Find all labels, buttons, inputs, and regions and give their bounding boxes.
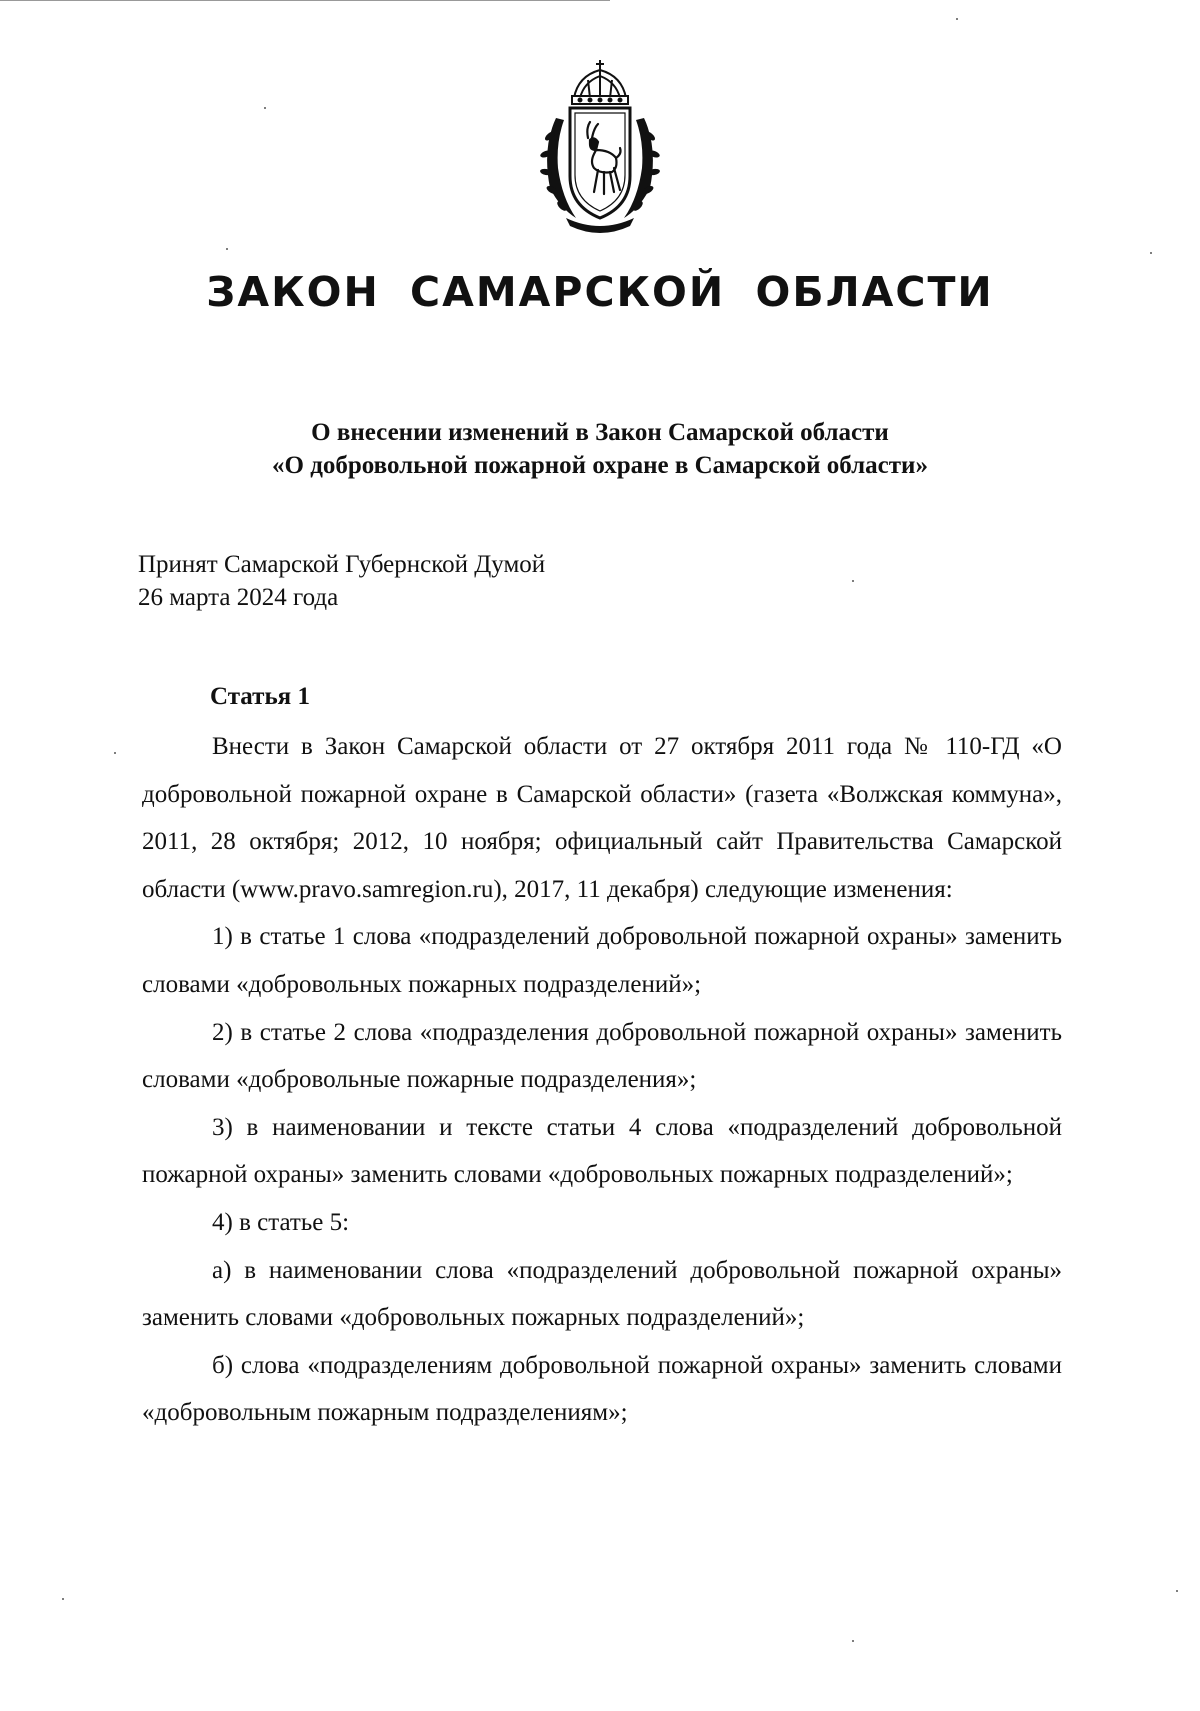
- subtitle-line-2: «О добровольной пожарной охране в Самарской области»: [272, 452, 928, 479]
- scan-edge-line: [0, 0, 610, 1]
- subtitle-line-1: О внесении изменений в Закон Самарской области: [311, 419, 889, 446]
- adoption-note: [138, 548, 545, 614]
- scan-speck: [852, 580, 854, 582]
- article-intro-paragraph: Внести в Закон Самарской области от 27 октября 2011 года № 110-ГД «О добровольной пожарной охране в Самарской области» (газета «Волжская коммуна», 2011, 28 октября; 2012, 10 ноября; официальный сайт Правительства Самарской области (www.pravo.samregion.ru), 2017, 11 декабря) следующие изменения:: [142, 733, 1062, 903]
- scan-speck: [852, 1640, 854, 1642]
- scan-speck: [226, 248, 228, 250]
- law-title: ЗАКОН САМАРСКОЙ ОБЛАСТИ: [206, 268, 994, 316]
- scan-speck: [62, 1598, 64, 1600]
- scan-speck: [1176, 1590, 1178, 1592]
- amendment-item-2: 2) в статье 2 слова «подразделения добровольной пожарной охраны» заменить словами «добровольные пожарные подразделения»;: [142, 1018, 1062, 1094]
- adoption-body: Принят Самарской Губернской Думой: [138, 551, 546, 578]
- scan-speck: [264, 107, 266, 109]
- law-subtitle: [0, 416, 1200, 482]
- amendment-item-4: 4) в статье 5:: [212, 1208, 350, 1236]
- adoption-date: 26 марта 2024 года: [138, 584, 339, 611]
- amendment-item-4a: а) в наименовании слова «подразделений добровольной пожарной охраны» заменить словами «добровольных пожарных подразделений»;: [142, 1256, 1062, 1332]
- amendment-item-1: 1) в статье 1 слова «подразделений добровольной пожарной охраны» заменить словами «добровольных пожарных подразделений»;: [142, 923, 1062, 998]
- amendment-item-4b: б) слова «подразделениям добровольной пожарной охраны» заменить словами «добровольным пожарным подразделениям»;: [142, 1351, 1062, 1427]
- scan-speck: [1150, 252, 1152, 254]
- samara-region-coat-of-arms-icon: [520, 58, 680, 238]
- scan-speck: [956, 18, 958, 20]
- scan-speck: [114, 752, 116, 754]
- article-heading: Статья 1: [210, 683, 310, 710]
- article-body: [142, 723, 1062, 1437]
- amendment-item-3: 3) в наименовании и тексте статьи 4 слова «подразделений добровольной пожарной охраны» заменить словами «добровольных пожарных подразделений»;: [142, 1113, 1062, 1189]
